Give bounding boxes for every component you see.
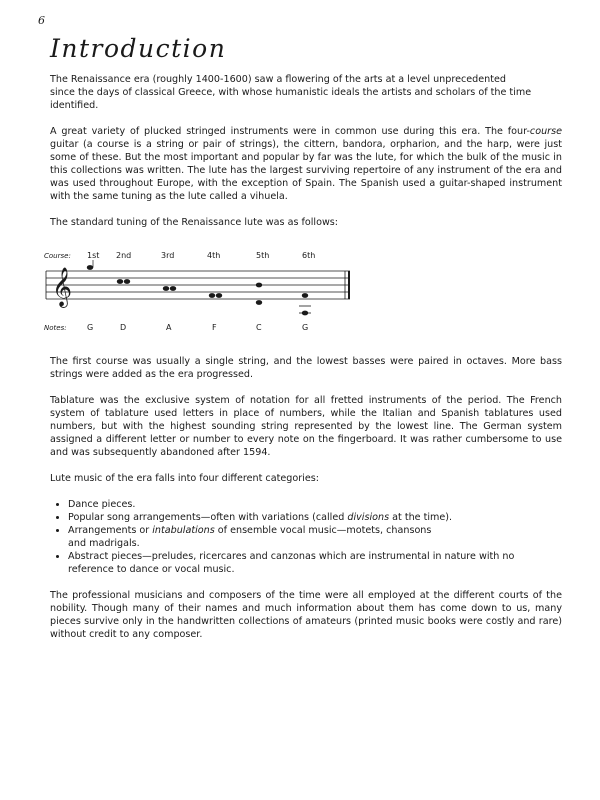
course-label-5: 5th (256, 251, 270, 260)
category-list (50, 498, 562, 576)
note-head-f-a (209, 293, 215, 298)
note-head-d-a (117, 279, 123, 284)
note-head-g-upper (302, 293, 308, 298)
course-label-3: 3rd (161, 251, 175, 260)
note-head-f-b (216, 293, 222, 298)
note-label-5: C (256, 323, 262, 332)
note-label-2: D (120, 323, 127, 332)
note-labels (87, 323, 308, 332)
paragraph-2 (50, 125, 562, 203)
list-item-3-pre: Arrangements or (68, 525, 153, 536)
paragraph-2-rest: guitar (a course is a string or pair of strings), the cittern, bandora, orpharion, and the harp, were just some of these. But the most important and popular by far was the lute, for which the bulk of the music in this collections was written. The lute has the largest surviving repertoire of any instrument of the era and was used throughout Europe, with the exception of Spain. The Spanish used a guitar-shaped instrument with the same tuning as the lute called a vihuela. (50, 139, 562, 202)
list-item: • Abstract pieces—preludes, ricercares and canzonas which are instrumental in nature with no reference to dance or vocal music. (68, 550, 562, 576)
list-item-2-post: at the time). (389, 512, 453, 523)
treble-clef-icon: 𝄞 (52, 267, 73, 307)
note-head-c-upper (256, 283, 262, 288)
course-label-1: 1st (87, 251, 100, 260)
paragraph-1-line-3: identified. (50, 100, 99, 111)
paragraph-1 (50, 73, 562, 112)
note-label-6: G (302, 323, 309, 332)
note-label-3: A (166, 323, 172, 332)
tuning-staff (42, 242, 562, 342)
list-item: • Dance pieces. (68, 498, 562, 511)
paragraph-6: Lute music of the era falls into four different categories: (50, 473, 319, 484)
note-head-g4 (87, 265, 93, 270)
term-divisions: divisions (347, 512, 390, 523)
term-intabulations: intabulations (152, 525, 215, 536)
list-item (68, 524, 562, 550)
paragraph-4: The first course was usually a single string, and the lowest basses were paired in octaves. More bass strings were added as the era progressed. (50, 356, 562, 380)
paragraph-7: The professional musicians and composers of the time were all employed at the different courts of the nobility. Though many of their names and much information about them has come down to us, many pieces survive only in the handwritten collections of amateurs (printed music books were costly and rare) without credit to any composer. (50, 590, 562, 640)
note-heads (87, 260, 311, 315)
course-label-2: 2nd (116, 251, 132, 260)
note-head-d-b (124, 279, 130, 284)
course-label-6: 6th (302, 251, 316, 260)
paragraph-5: Tablature was the exclusive system of notation for all fretted instruments of the period. The French system of tablature used letters in place of numbers, while the Italian and Spanish tablatures used numbers, but with the highest sounding string represented by the lowest line. The German system assigned a different letter or number to every note on the fingerboard. It was rather cumbersome to use and was subsequently abandoned after 1594. (50, 395, 562, 458)
list-item-3-post: of ensemble vocal music—motets, chansons (214, 525, 432, 536)
term-course: course (529, 126, 562, 137)
page-number: 6 (38, 14, 45, 27)
note-label-4: F (212, 323, 217, 332)
paragraph-3: The standard tuning of the Renaissance lute was as follows: (50, 217, 339, 228)
list-item-3-continuation: and madrigals. (68, 538, 140, 549)
document-body (44, 73, 562, 654)
list-item-2-pre: Popular song arrangements—often with variations (called (68, 512, 348, 523)
paragraph-1-line-2: since the days of classical Greece, with whose humanistic ideals the artists and scholars of the time (50, 87, 532, 98)
list-item (68, 511, 562, 524)
page-title: Introduction (50, 34, 227, 63)
course-labels (87, 251, 315, 260)
tuning-staff-figure (42, 242, 562, 342)
note-head-c-lower (256, 300, 262, 305)
course-label-4: 4th (207, 251, 221, 260)
notes-label: Notes: (44, 324, 67, 332)
paragraph-1-line-1: The Renaissance era (roughly 1400-1600) saw a flowering of the arts at a level unprecedented (50, 74, 506, 85)
course-label: Course: (44, 252, 71, 260)
note-head-a-b (170, 286, 176, 291)
note-label-1: G (87, 323, 94, 332)
note-head-a-a (163, 286, 169, 291)
paragraph-2-start: A great variety of plucked stringed instruments were in common use during this era. The four- (50, 126, 530, 137)
